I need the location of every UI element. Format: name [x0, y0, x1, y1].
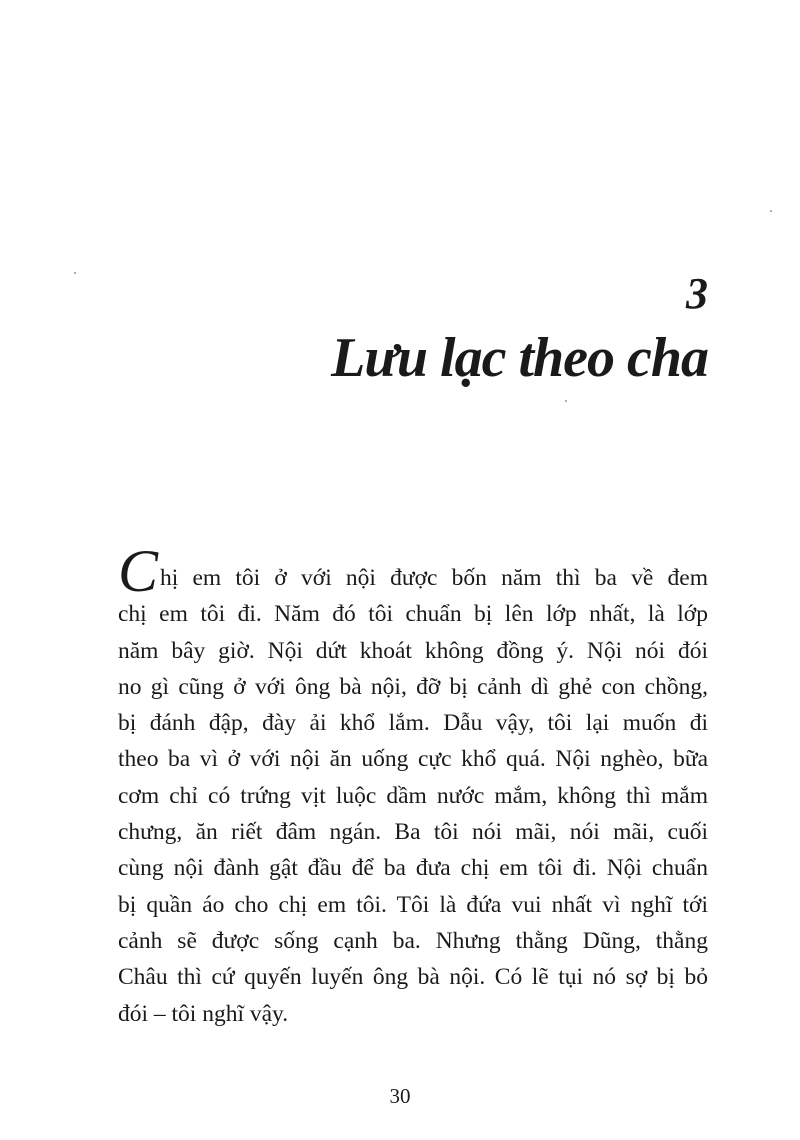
body-line: Châu thì cứ quyến luyến ông bà nội. Có lẽ tụi nó sợ bị bỏ: [118, 964, 708, 991]
body-line: chưng, ăn riết đâm ngán. Ba tôi nói mãi, nói mãi, cuối: [118, 819, 708, 846]
body-line: chị em tôi đi. Năm đó tôi chuẩn bị lên lớp nhất, là lớp: [118, 601, 708, 628]
drop-cap: C: [118, 538, 159, 604]
paper-speck: [770, 210, 772, 212]
body-line: bị đánh đập, đày ải khổ lắm. Dẫu vậy, tôi lại muốn đi: [118, 710, 708, 737]
page-number: 30: [389, 1084, 411, 1108]
body-line: cùng nội đành gật đầu để ba đưa chị em tôi đi. Nội chuẩn: [118, 855, 708, 882]
body-line: bị quần áo cho chị em tôi. Tôi là đứa vui nhất vì nghĩ tới: [118, 891, 708, 918]
chapter-number: 3: [686, 269, 708, 318]
first-line-text: hị em tôi ở với nội được bốn năm thì ba về đem: [160, 565, 708, 591]
chapter-title: Lưu lạc theo cha: [331, 327, 708, 389]
body-line: đói – tôi nghĩ vậy.: [118, 1000, 289, 1027]
body-line: cảnh sẽ được sống cạnh ba. Nhưng thằng Dũng, thằng: [118, 927, 708, 954]
paper-speck: [565, 400, 567, 402]
body-line: no gì cũng ở với ông bà nội, đỡ bị cảnh dì ghẻ con chồng,: [118, 673, 708, 700]
paper-speck: [74, 272, 76, 274]
body-paragraph: [118, 538, 708, 1032]
body-line: năm bây giờ. Nội dứt khoát không đồng ý. Nội nói đói: [118, 637, 708, 664]
body-line: theo ba vì ở với nội ăn uống cực khổ quá. Nội nghèo, bữa: [118, 746, 708, 773]
body-line: [118, 538, 708, 604]
body-line: cơm chỉ có trứng vịt luộc dầm nước mắm, không thì mắm: [118, 782, 708, 809]
